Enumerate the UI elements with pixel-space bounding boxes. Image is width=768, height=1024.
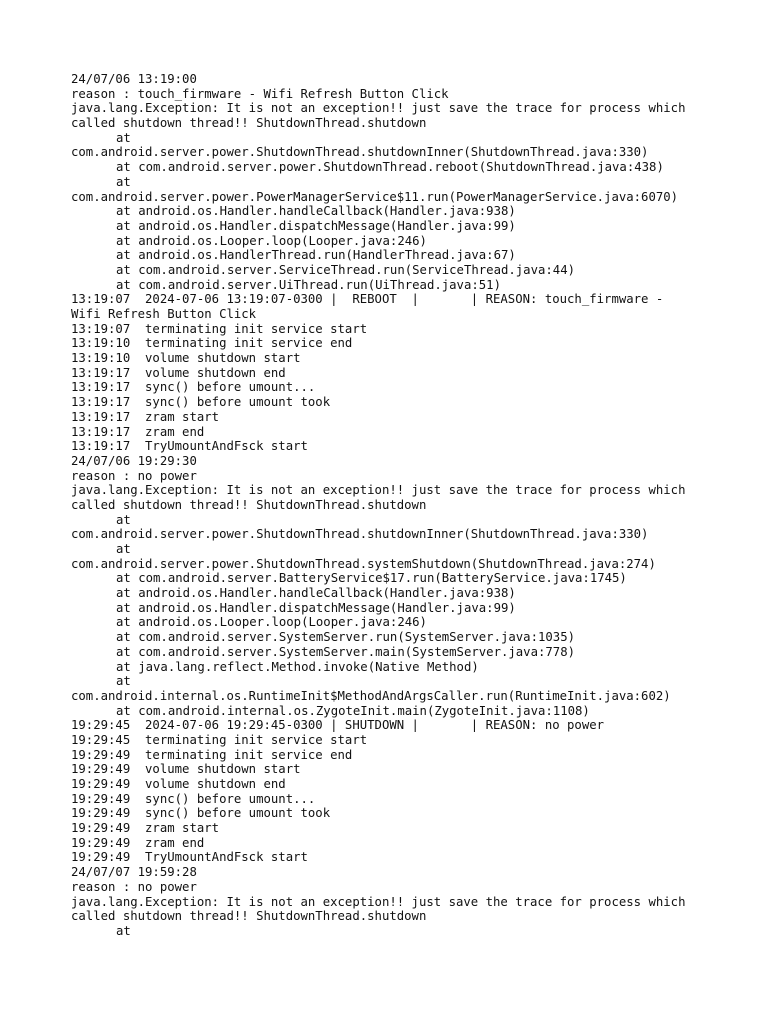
log-line: 19:29:45 terminating init service start [71,732,368,747]
log-line: at com.android.server.BatteryService$17.run(BatteryService.java:1745) [116,571,627,586]
log-line: at [116,174,131,189]
log-line: Wifi Refresh Button Click [71,307,257,321]
log-line: 19:29:49 zram start [71,821,220,836]
log-line: at [116,512,131,527]
log-line: 13:19:07 2024-07-06 13:19:07-0300 | REBOOT | | REASON: touch_firmware - [71,292,664,307]
log-line: 24/07/07 19:59:28 [71,865,197,880]
log-line: 13:19:17 zram start [71,409,220,424]
log-line: com.android.internal.os.RuntimeInit$MethodAndArgsCaller.run(RuntimeInit.java:602) [71,688,671,703]
log-line: at com.android.internal.os.ZygoteInit.main(ZygoteInit.java:1108) [116,703,590,718]
log-line: reason : no power [71,468,197,483]
log-line: at android.os.Looper.loop(Looper.java:246) [116,615,427,630]
log-line: java.lang.Exception: It is not an exception!! just save the trace for process which [71,101,686,116]
log-line: 19:29:49 zram end [71,835,205,850]
log-line: 19:29:49 volume shutdown start [71,762,301,777]
log-line: com.android.server.power.ShutdownThread.systemShutdown(ShutdownThread.java:274) [71,556,656,571]
log-line: called shutdown thread!! ShutdownThread.shutdown [71,909,427,924]
log-line: 13:19:07 terminating init service start [71,321,368,336]
log-line: at android.os.Handler.dispatchMessage(Handler.java:99) [116,218,516,233]
log-line: 13:19:17 zram end [71,424,205,439]
log-line: java.lang.Exception: It is not an exception!! just save the trace for process which [71,483,686,498]
log-line: 13:19:10 terminating init service end [71,336,353,351]
log-line: at android.os.Handler.handleCallback(Handler.java:938) [116,204,516,219]
log-line: com.android.server.power.PowerManagerService$11.run(PowerManagerService.java:6070) [71,189,679,204]
log-line: 19:29:49 sync() before umount took [71,806,331,821]
log-line: com.android.server.power.ShutdownThread.shutdownInner(ShutdownThread.java:330) [71,145,649,160]
log-line: reason : no power [71,879,197,894]
log-line: at android.os.HandlerThread.run(HandlerThread.java:67) [116,248,516,263]
log-line: at java.lang.reflect.Method.invoke(Native Method) [116,659,479,674]
log-line: reason : touch_firmware - Wifi Refresh Button Click [71,86,449,101]
log-line: called shutdown thread!! ShutdownThread.shutdown [71,116,427,131]
log-line: 13:19:17 volume shutdown end [71,365,286,380]
log-line: 24/07/06 13:19:00 [71,72,197,86]
log-line: 13:19:17 sync() before umount... [71,380,316,395]
log-line: at android.os.Handler.dispatchMessage(Handler.java:99) [116,600,516,615]
log-line: 13:19:17 TryUmountAndFsck start [71,439,308,454]
log-line: at [116,923,131,938]
log-line: 19:29:49 sync() before umount... [71,791,316,806]
log-line: at [116,542,131,556]
log-line: 19:29:49 TryUmountAndFsck start [71,850,308,865]
log-line: at [116,674,131,689]
log-line: com.android.server.power.ShutdownThread.shutdownInner(ShutdownThread.java:330) [71,527,649,542]
log-line: 13:19:10 volume shutdown start [71,351,301,366]
log-line: 19:29:45 2024-07-06 19:29:45-0300 | SHUTDOWN | | REASON: no power [71,718,605,733]
log-line: at com.android.server.SystemServer.run(SystemServer.java:1035) [116,630,576,645]
log-line: java.lang.Exception: It is not an exception!! just save the trace for process which [71,894,686,909]
log-line: at com.android.server.power.ShutdownThread.reboot(ShutdownThread.java:438) [116,160,664,175]
log-document [71,72,721,939]
log-line: at android.os.Handler.handleCallback(Handler.java:938) [116,586,516,601]
log-line: at [116,130,131,145]
log-line: at android.os.Looper.loop(Looper.java:246) [116,233,427,248]
log-line: called shutdown thread!! ShutdownThread.shutdown [71,497,427,512]
log-line: 24/07/06 19:29:30 [71,453,197,468]
log-line: 19:29:49 terminating init service end [71,747,353,762]
log-line: 13:19:17 sync() before umount took [71,395,331,410]
log-line: at com.android.server.SystemServer.main(SystemServer.java:778) [116,644,576,659]
log-line: 19:29:49 volume shutdown end [71,777,286,791]
log-line: at com.android.server.UiThread.run(UiThread.java:51) [116,277,501,292]
log-line: at com.android.server.ServiceThread.run(ServiceThread.java:44) [116,262,576,277]
